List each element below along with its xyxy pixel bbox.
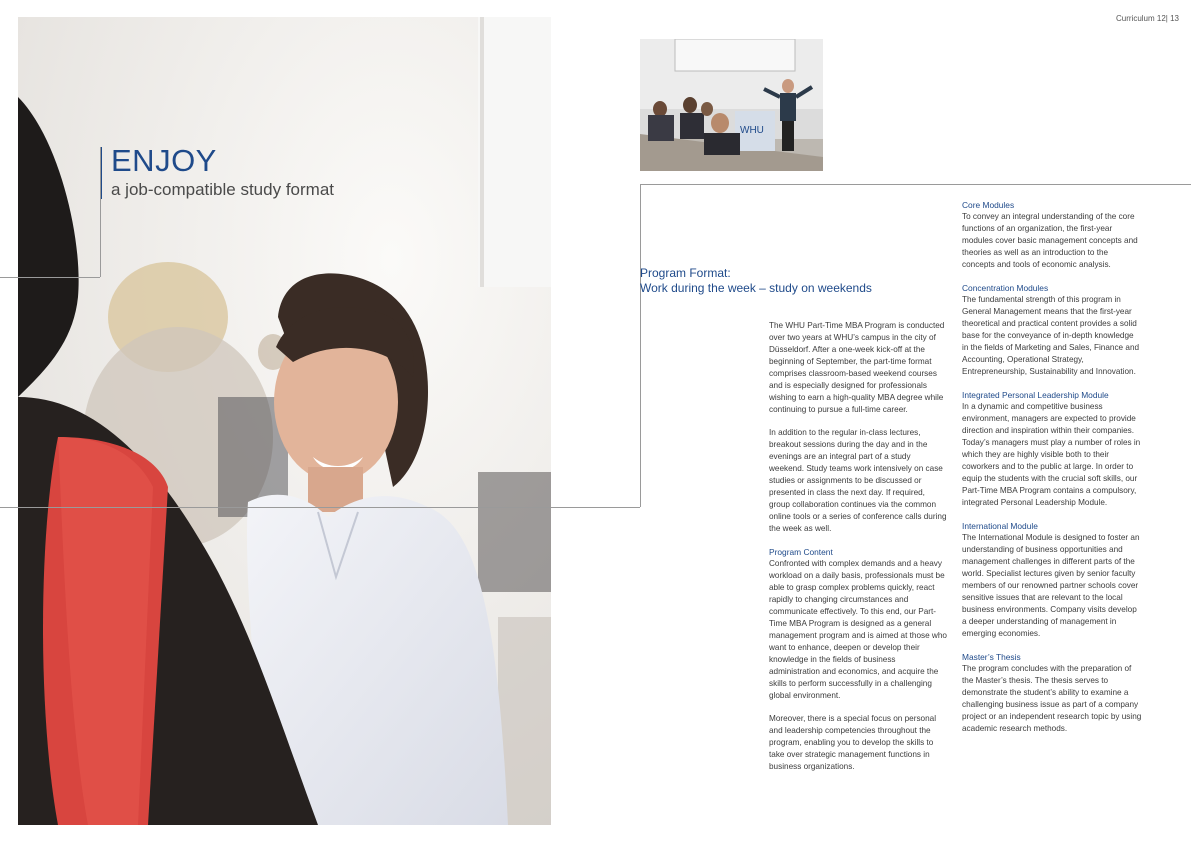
program-content-heading: Program Content (769, 547, 833, 557)
section-heading: Concentration Modules (962, 283, 1049, 293)
section-body: The International Module is designed to foster an understanding of business opportunities and management challenges in different parts of the world. Specialist lectures given by senior faculty members of our renowned partner schools cover sensitive issues that are relevant to the local business environments. Company visits develop a deeper understanding of management in emerging economies. (962, 533, 1140, 638)
text-column-right (962, 199, 1142, 746)
hero-frame (100, 147, 101, 277)
section-masters-thesis (962, 651, 1142, 735)
text-column-left (769, 320, 947, 784)
frame-line-right-top (640, 184, 1191, 185)
section-heading: Integrated Personal Leadership Module (962, 390, 1109, 400)
hero-title: ENJOY (111, 143, 217, 178)
section-heading: Core Modules (962, 200, 1015, 210)
running-head: Curriculum 12| 13 (1116, 14, 1179, 23)
section-core-modules (962, 199, 1142, 271)
section-heading: Master’s Thesis (962, 652, 1021, 662)
section-body: In a dynamic and competitive business environment, managers are expected to provide direction and inspiration within their companies. Today’s managers must play a number of roles in which they are highly visible both to their coworkers and to the public at large. In order to equip the students with the crucial soft skills, our Part-Time MBA Program contains a compulsory, integrated Personal Leadership Module. (962, 402, 1141, 507)
program-content-body-2: Moreover, there is a special focus on personal and leadership competencies throughout the program, enabling you to develop the skills to take over strategic management functions in business organizations. (769, 714, 937, 771)
section-body: The fundamental strength of this program in General Management means that the first-year theoretical and practical content provides a solid base for the conveyance of in-depth knowledge in the fields of Marketing and Sales, Finance and Accounting, Operational Strategy, Entrepreneurship, Sustainability and Innovation. (962, 295, 1140, 376)
program-format-line1: Program Format: (640, 266, 731, 280)
lecture-photo-illustration (640, 39, 823, 171)
hero-photo-illustration (18, 17, 551, 825)
intro-paragraph-1: The WHU Part-Time MBA Program is conducted over two years at WHU’s campus in the city of Düsseldorf. After a one-week kick-off at the beginning of September, the part-time format comprises classroom-based weekend courses and is especially designed for professionals wishing to earn a high-quality MBA degree while continuing to pursue a full-time career. (769, 321, 945, 414)
section-international-module (962, 520, 1142, 640)
program-format-line2: Work during the week – study on weekends (640, 281, 872, 295)
lecture-photo (640, 39, 823, 171)
hero-photo (18, 17, 551, 825)
section-body: To convey an integral understanding of the core functions of an organization, the first-year modules cover basic management concepts and theories as well as an introduction to the concepts and tools of economic analysis. (962, 212, 1138, 269)
hero-subtitle: a job-compatible study format (111, 180, 334, 199)
section-concentration-modules (962, 282, 1142, 378)
frame-line-right-vertical (640, 184, 641, 507)
frame-line-left-bottom (0, 507, 640, 508)
intro-paragraph-2: In addition to the regular in-class lectures, breakout sessions during the day and in the evenings are an integral part of a study weekend. Study teams work intensively on case studies or assignments to be discussed or presented in class the next day. If required, group collaboration continues via the common online tools or a series of conference calls during the week as well. (769, 428, 947, 533)
program-content-body: Confronted with complex demands and a heavy workload on a daily basis, professionals must be able to grasp complex problems quickly, react rapidly to changing circumstances and communicate effectively. To this end, our Part-Time MBA Program is designed as a general management program and is aimed at those who want to enhance, deepen or develop their knowledge in the fields of business administration and economics, and acquire the skills to perform successfully in a challenging global environment. (769, 559, 947, 700)
whu-sign: WHU (740, 125, 764, 136)
frame-line-left-top (0, 277, 100, 278)
section-leadership-module (962, 389, 1142, 509)
program-format-heading (640, 266, 872, 296)
section-heading: International Module (962, 521, 1038, 531)
section-body: The program concludes with the preparation of the Master’s thesis. The thesis serves to demonstrate the student’s ability to examine a challenging business issue as part of a company project or an independent research topic by using academic research methods. (962, 664, 1142, 733)
